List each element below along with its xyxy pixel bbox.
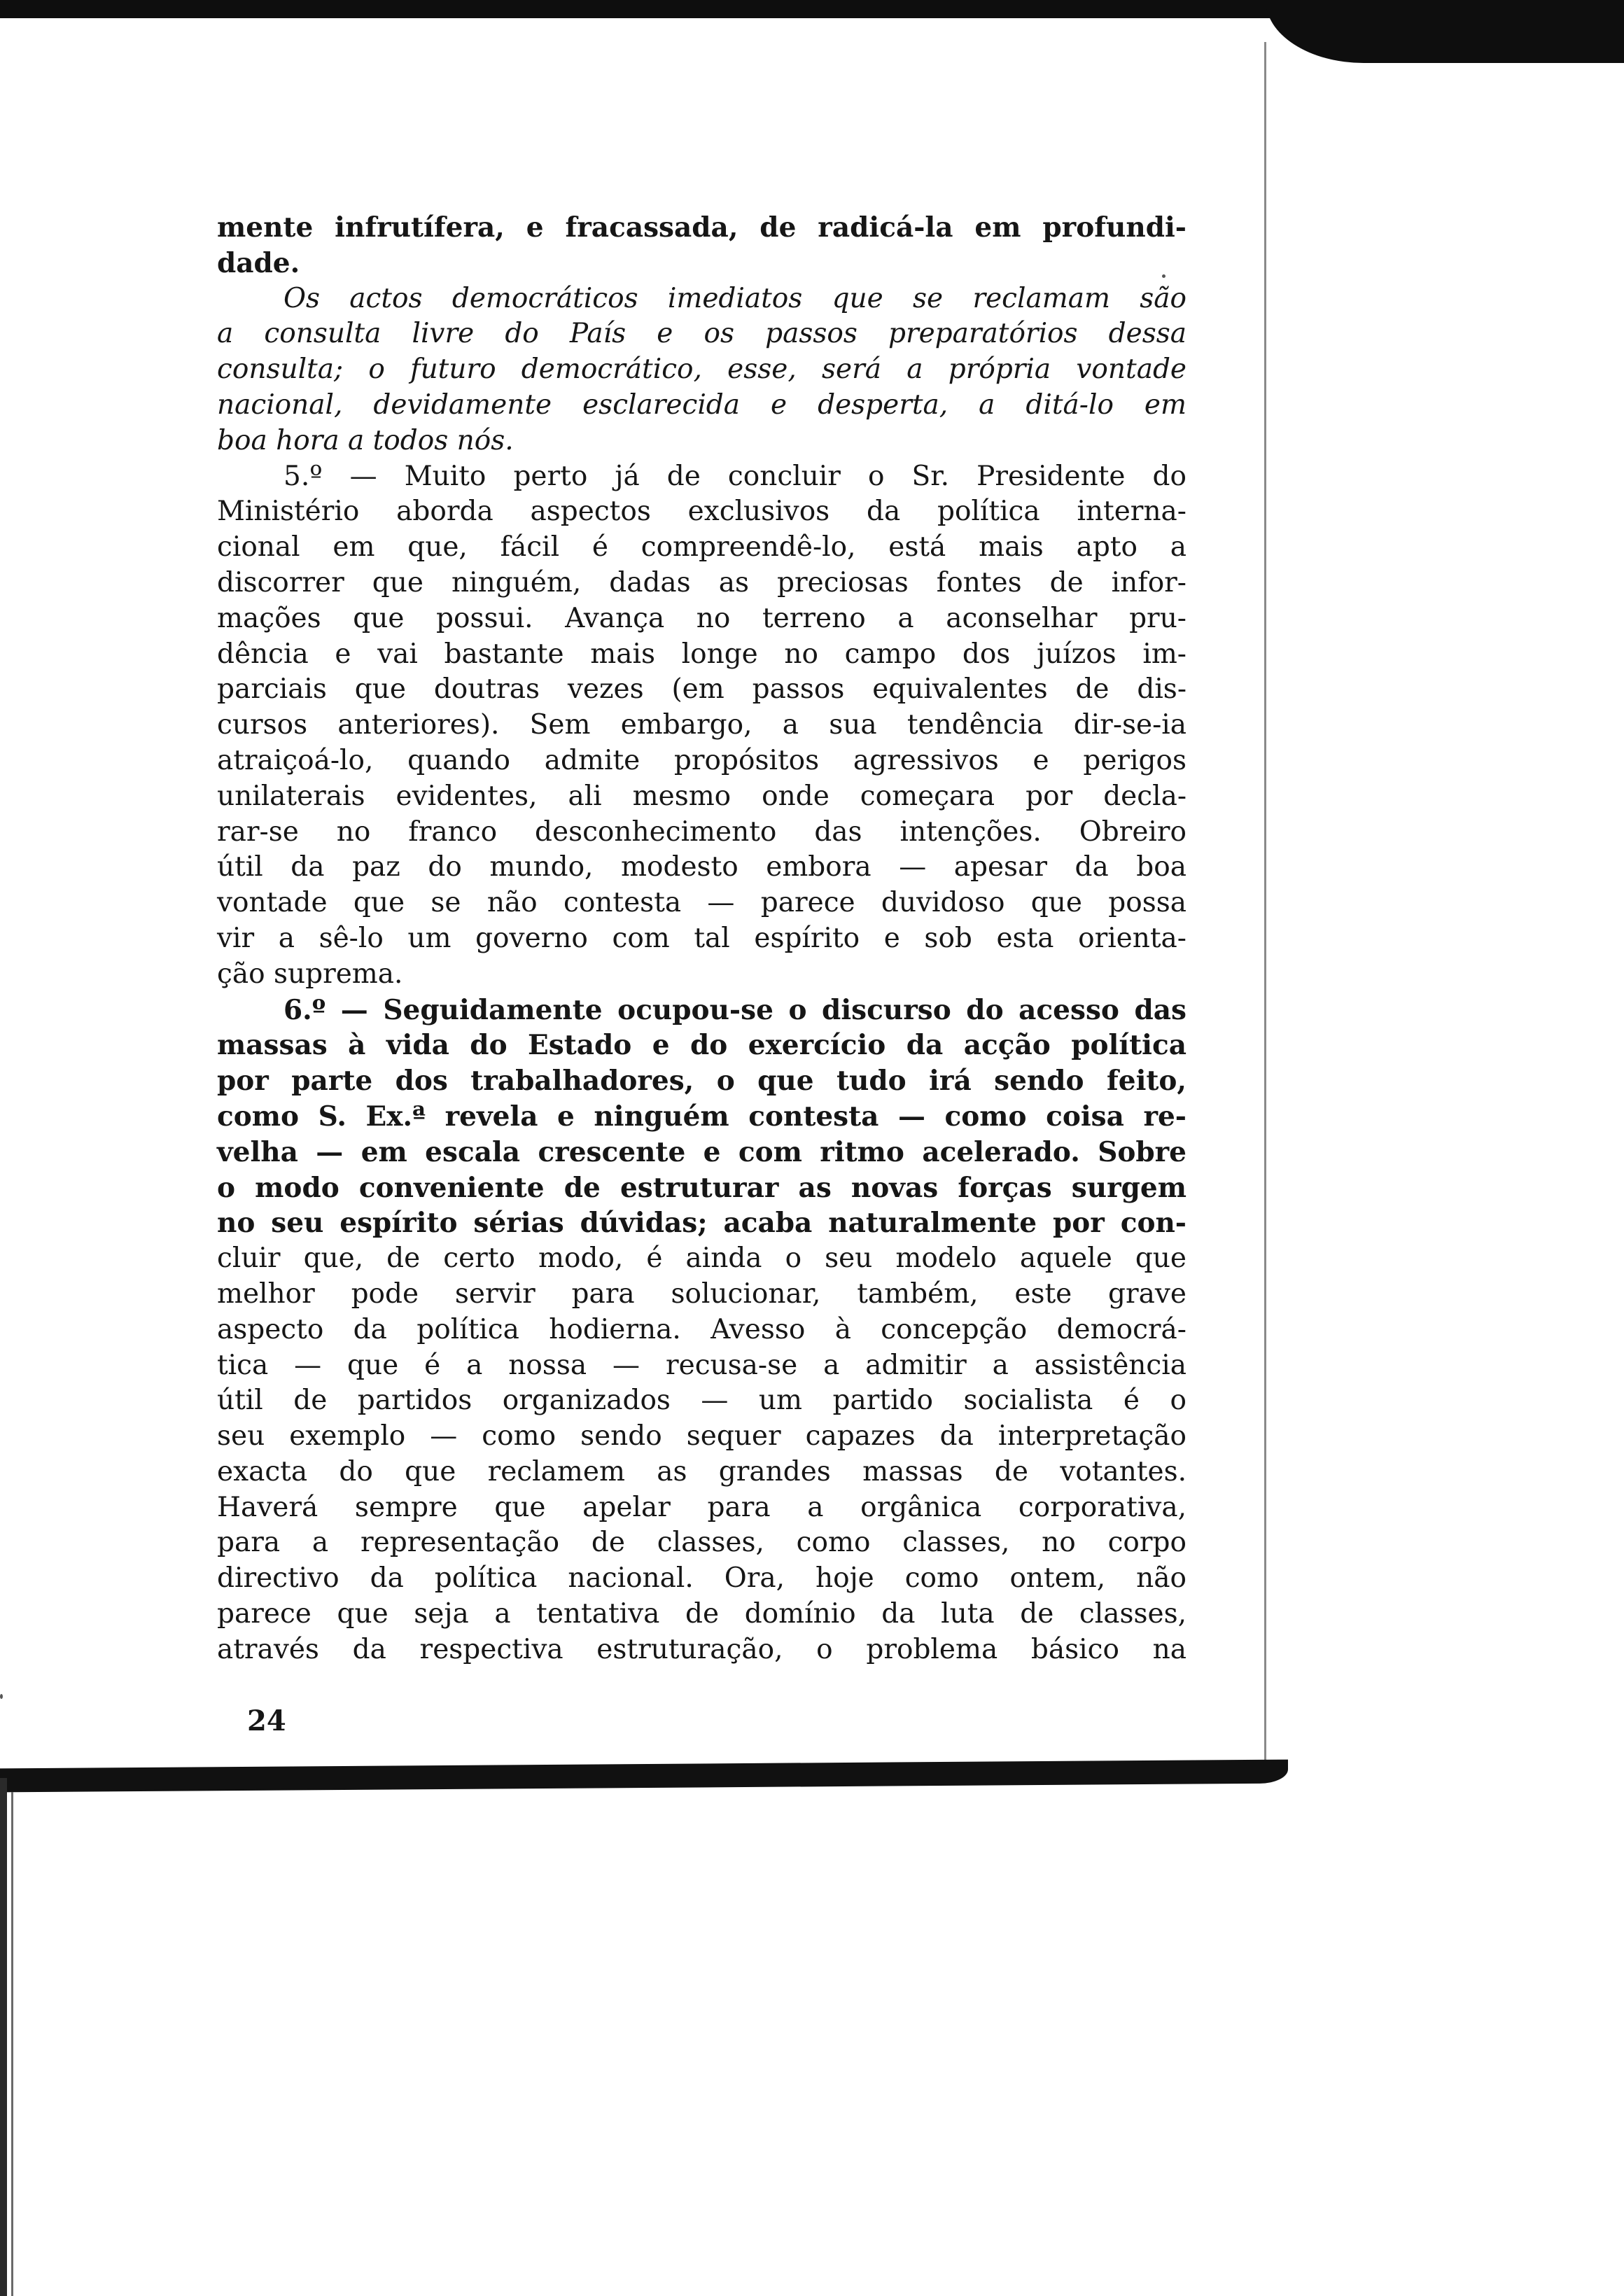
text-line: exacta do que reclamem as grandes massas de votantes. <box>217 1455 1186 1488</box>
text-line: rar-se no franco desconhecimento das intenções. Obreiro <box>217 816 1186 848</box>
text-line: Haverá sempre que apelar para a orgânica corporativa, <box>217 1491 1186 1523</box>
text-line: unilaterais evidentes, ali mesmo onde começara por decla- <box>217 780 1186 812</box>
text-line: atraiçoá-lo, quando admite propósitos agressivos e perigos <box>217 744 1186 776</box>
text-line: mente infrutífera, e fracassada, de radicá-la em profundi- <box>217 211 1186 244</box>
page-number: 24 <box>247 1704 286 1737</box>
text-line: discorrer que ninguém, dadas as preciosas fontes de infor- <box>217 566 1186 598</box>
text-line: 6.º — Seguidamente ocupou-se o discurso do acesso das <box>284 993 1186 1026</box>
text-line: nacional, devidamente esclarecida e desperta, a ditá-lo em <box>217 388 1186 421</box>
text-line: dade. <box>217 246 300 279</box>
text-line: útil da paz do mundo, modesto embora — apesar da boa <box>217 851 1186 883</box>
book-spine <box>0 1778 7 2296</box>
text-line: mações que possui. Avança no terreno a aconselhar pru- <box>217 602 1186 634</box>
text-line: cional em que, fácil é compreendê-lo, está mais apto a <box>217 531 1186 564</box>
text-line: melhor pode servir para solucionar, também, este grave <box>217 1278 1186 1310</box>
body-text <box>217 210 1186 1668</box>
text-line: cluir que, de certo modo, é ainda o seu modelo aquele que <box>217 1242 1186 1275</box>
text-line: útil de partidos organizados — um partido socialista é o <box>217 1385 1186 1417</box>
text-line: como S. Ex.ª revela e ninguém contesta — como coisa re- <box>217 1100 1186 1133</box>
text-line: dência e vai bastante mais longe no campo dos juízos im- <box>217 638 1186 670</box>
text-line: seu exemplo — como sendo sequer capazes da interpretação <box>217 1420 1186 1452</box>
text-line: o modo conveniente de estruturar as novas forças surgem <box>217 1171 1186 1204</box>
text-line: parece que seja a tentativa de domínio da luta de classes, <box>217 1598 1186 1630</box>
text-line: consulta; o futuro democrático, esse, será a própria vontade <box>217 354 1186 386</box>
ink-speck <box>0 1694 3 1699</box>
text-line: através da respectiva estruturação, o problema básico na <box>217 1633 1186 1665</box>
text-line: tica — que é a nossa — recusa-se a admitir a assistência <box>217 1349 1186 1381</box>
text-line: cursos anteriores). Sem embargo, a sua tendência dir-se-ia <box>217 709 1186 741</box>
page-bottom-edge <box>0 1760 1288 1793</box>
text-line: a consulta livre do País e os passos preparatórios dessa <box>217 318 1186 350</box>
text-line: vir a sê-lo um governo com tal espírito e sob esta orienta- <box>217 922 1186 954</box>
book-spine-line <box>11 1792 13 2296</box>
text-line: 5.º — Muito perto já de concluir o Sr. Presidente do <box>284 460 1186 492</box>
text-line: aspecto da política hodierna. Avesso à concepção democrá- <box>217 1313 1186 1345</box>
text-line: Os actos democráticos imediatos que se reclamam são <box>284 282 1186 314</box>
text-line: velha — em escala crescente e com ritmo acelerado. Sobre <box>217 1135 1186 1168</box>
text-line: no seu espírito sérias dúvidas; acaba naturalmente por con- <box>217 1207 1186 1240</box>
text-line: boa hora a todos nós. <box>217 424 514 456</box>
text-line: para a representação de classes, como classes, no corpo <box>217 1527 1186 1559</box>
text-line: vontade que se não contesta — parece duvidoso que possa <box>217 887 1186 919</box>
text-line: directivo da política nacional. Ora, hoje como ontem, não <box>217 1562 1186 1595</box>
text-line: massas à vida do Estado e do exercício da acção política <box>217 1029 1186 1062</box>
text-line: ção suprema. <box>217 958 403 990</box>
text-line: Ministério aborda aspectos exclusivos da política interna- <box>217 496 1186 528</box>
text-line: parciais que doutras vezes (em passos equivalentes de dis- <box>217 673 1186 706</box>
page-right-edge <box>1264 42 1266 1771</box>
text-line: por parte dos trabalhadores, o que tudo irá sendo feito, <box>217 1065 1186 1098</box>
scan-frame-corner <box>1266 0 1624 63</box>
